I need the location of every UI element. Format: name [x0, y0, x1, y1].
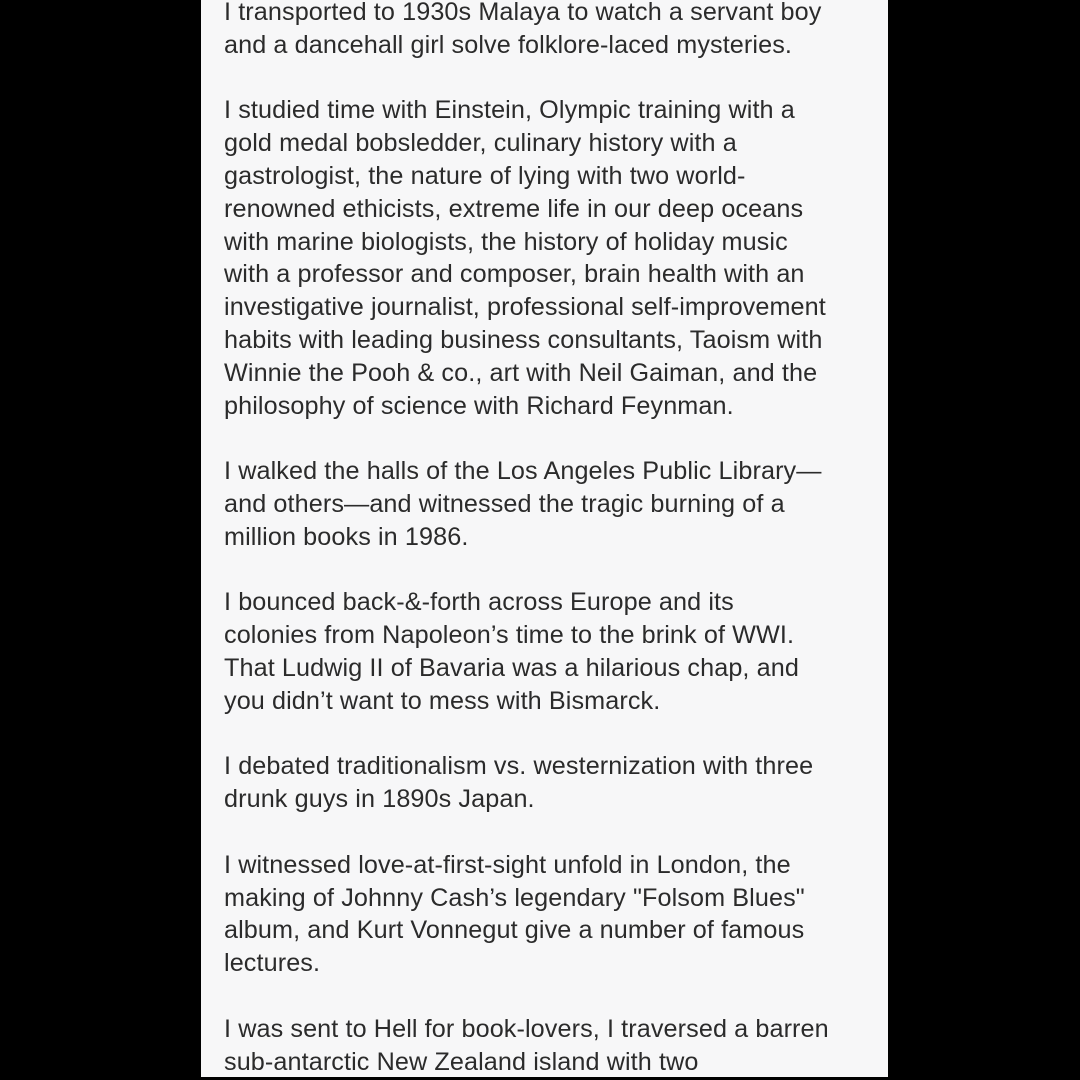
paragraph-london	[224, 849, 874, 980]
text-line: Winnie the Pooh & co., art with Neil Gaiman, and the	[224, 358, 818, 387]
text-line: drunk guys in 1890s Japan.	[224, 785, 535, 814]
text-line: and a dancehall girl solve folklore-laced mysteries.	[224, 30, 792, 59]
text-line: with a professor and composer, brain health with an	[224, 260, 805, 289]
text-page[interactable]	[201, 0, 888, 1077]
text-line: making of Johnny Cash’s legendary "Folsom Blues"	[224, 883, 805, 912]
text-line: renowned ethicists, extreme life in our deep oceans	[224, 194, 804, 223]
text-line: I bounced back-&-forth across Europe and its	[224, 588, 734, 617]
paragraph-studied	[224, 94, 874, 422]
text-line: album, and Kurt Vonnegut give a number of famous	[224, 916, 805, 945]
text-line: and others—and witnessed the tragic burning of a	[224, 489, 785, 518]
text-line: That Ludwig II of Bavaria was a hilarious chap, and	[224, 653, 799, 682]
text-line: investigative journalist, professional self-improvement	[224, 293, 826, 322]
text-line: million books in 1986.	[224, 522, 469, 551]
text-line: gastrologist, the nature of lying with two world-	[224, 161, 746, 190]
text-line: lectures.	[224, 949, 321, 978]
text-line: I transported to 1930s Malaya to watch a servant boy	[224, 0, 822, 26]
paragraph-japan	[224, 750, 874, 816]
text-line: habits with leading business consultants, Taoism with	[224, 325, 823, 354]
paragraph-hell	[224, 1013, 874, 1077]
text-line: I debated traditionalism vs. westernization with three	[224, 752, 814, 781]
text-line: I walked the halls of the Los Angeles Public Library—	[224, 457, 822, 486]
text-line: you didn’t want to mess with Bismarck.	[224, 686, 661, 715]
text-line: philosophy of science with Richard Feynman.	[224, 391, 734, 420]
paragraph-malaya	[224, 0, 874, 62]
text-line: colonies from Napoleon’s time to the brink of WWI.	[224, 621, 795, 650]
text-line: I was sent to Hell for book-lovers, I traversed a barren	[224, 1014, 829, 1043]
text-line: sub-antarctic New Zealand island with two	[224, 1047, 699, 1076]
text-content	[224, 0, 874, 1077]
paragraph-library	[224, 455, 874, 553]
text-line: with marine biologists, the history of holiday music	[224, 227, 788, 256]
text-line: gold medal bobsledder, culinary history with a	[224, 129, 737, 158]
text-line: I studied time with Einstein, Olympic training with a	[224, 96, 795, 125]
text-line: I witnessed love-at-first-sight unfold in London, the	[224, 850, 791, 879]
paragraph-europe	[224, 586, 874, 717]
